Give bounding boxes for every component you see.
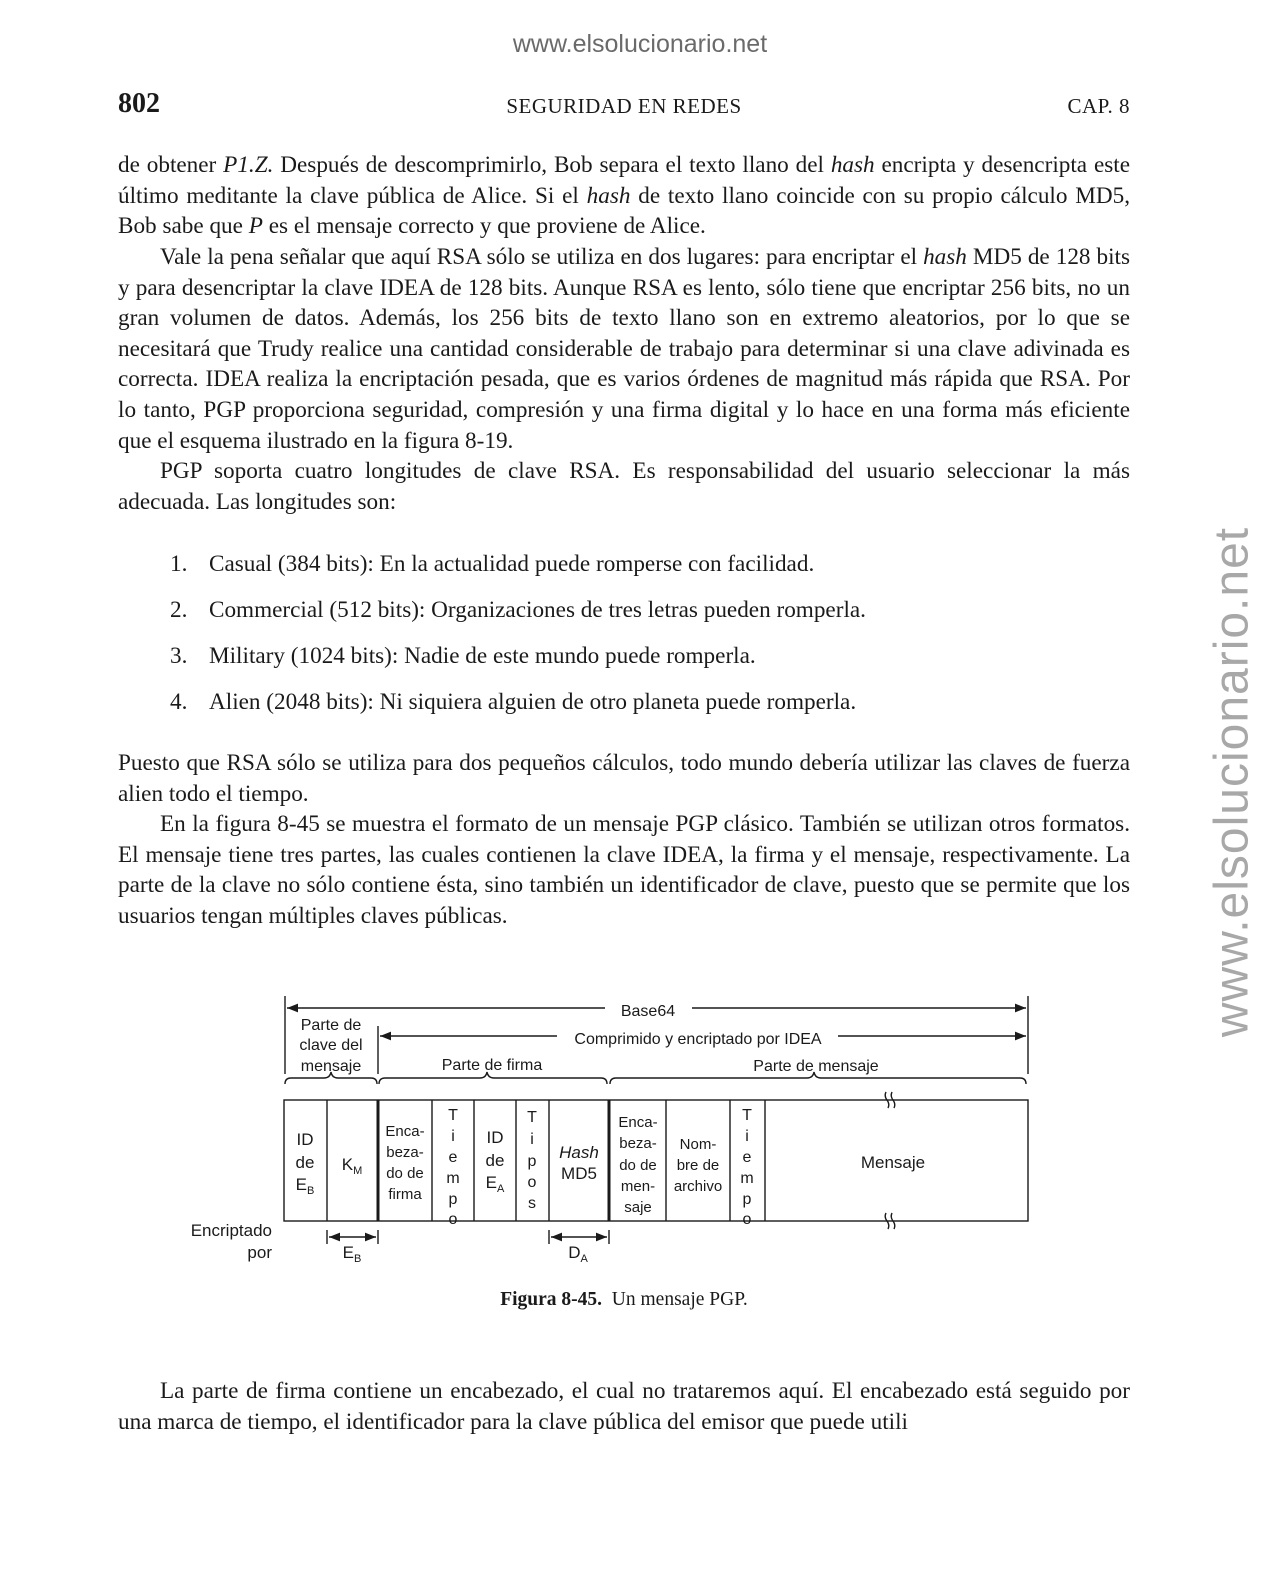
svg-text:MD5: MD5	[561, 1164, 597, 1183]
encrypted-eb-label: $E_B$	[342, 1243, 362, 1265]
svg-text:por: por	[247, 1243, 272, 1262]
paragraph-2: Vale la pena señalar que aquí RSA sólo se utiliza en dos lugares: para encriptar el hash MD5 de 128 bits y para desencriptar la clave IDEA de 128 bits. Aunque RSA es lento, sólo tiene que encriptar 256 bits, no un gran volumen de datos. Además, los 256 bits de texto llano son en extremo aleatorios, por lo que se necesitará que Trudy realice una cantidad considerable de trabajo para determinar si una clave adivinada es correcta. IDEA realiza la encriptación pesada, que es varios órdenes de magnitud más rápida que RSA. Por lo tanto, PGP proporciona seguridad, compresión y una firma digital y lo hace en una forma más eficiente que el esquema ilustrado en la figura 8-19.	[118, 244, 1131, 454]
list-item: 3. Military (1024 bits): Nadie de este mundo puede romperla.	[170, 643, 756, 669]
svg-text:s: s	[528, 1195, 536, 1212]
svg-text:mensaje: mensaje	[300, 1058, 362, 1075]
svg-text:men-: men-	[620, 1178, 656, 1195]
field-timestamp-2	[740, 1107, 753, 1228]
page-header	[118, 88, 1130, 122]
svg-text:beza-: beza-	[386, 1144, 424, 1161]
svg-text:EA: $E_A$	[485, 1173, 505, 1195]
svg-text:Encriptado: Encriptado	[190, 1221, 272, 1240]
svg-text:T: T	[527, 1109, 537, 1126]
field-timestamp-1	[446, 1107, 459, 1228]
running-title: SEGURIDAD EN REDES	[506, 94, 742, 118]
svg-text:m: m	[446, 1170, 460, 1187]
message-part-label: Parte de mensaje	[753, 1058, 879, 1075]
svg-text:archivo: archivo	[673, 1178, 723, 1195]
list-item: 1. Casual (384 bits): En la actualidad puede romperse con facilidad.	[170, 551, 815, 577]
svg-text:saje: saje	[624, 1199, 652, 1216]
paragraph-4: Puesto que RSA sólo se utiliza para dos pequeños cálculos, todo mundo debería utilizar las claves de fuerza alien todo el tiempo.	[118, 750, 1130, 807]
svg-text:EB: $E_B$	[295, 1175, 315, 1197]
list-item: 2. Commercial (512 bits): Organizaciones de tres letras pueden romperla.	[170, 597, 866, 623]
svg-text:o: o	[527, 1174, 537, 1191]
svg-text:Hash: Hash	[559, 1143, 599, 1162]
svg-text:de: de	[485, 1151, 505, 1170]
svg-text:bre de: bre de	[676, 1157, 720, 1174]
list-item: 4. Alien (2048 bits): Ni siquiera alguien de otro planeta puede romperla.	[170, 689, 857, 715]
field-km: $K_M$	[341, 1155, 363, 1177]
field-signature-header	[385, 1123, 424, 1203]
svg-text:firma: firma	[388, 1186, 422, 1203]
field-hash-md5	[559, 1143, 599, 1183]
svg-text:ID: ID	[296, 1130, 314, 1149]
field-id-eb	[296, 1130, 315, 1197]
svg-text:do de: do de	[386, 1165, 424, 1182]
svg-text:ID: ID	[486, 1128, 504, 1147]
watermark-side: www.elsolucionario.net	[1205, 526, 1259, 1038]
svg-text:Enca-: Enca-	[618, 1114, 658, 1131]
signature-part-label: Parte de firma	[441, 1057, 543, 1074]
chapter-label: CAP. 8	[1067, 94, 1130, 118]
field-id-ea	[486, 1128, 505, 1195]
svg-text:Parte de: Parte de	[300, 1017, 362, 1034]
svg-text:i: i	[530, 1131, 534, 1148]
svg-text:e: e	[742, 1149, 752, 1166]
figure-caption: Figura 8-45. Un mensaje PGP.	[500, 1289, 748, 1310]
field-message-header	[618, 1114, 657, 1216]
svg-text:i: i	[745, 1128, 749, 1145]
encrypted-da-label: $D_A$	[568, 1243, 588, 1265]
svg-text:p: p	[527, 1153, 537, 1170]
encrypted-by-label	[191, 1221, 273, 1262]
svg-text:T: T	[448, 1107, 458, 1124]
paragraph-6: La parte de firma contiene un encabezado, el cual no trataremos aquí. El encabezado está seguido por una marca de tiempo, el identificador para la clave pública del emisor que puede utili	[118, 1378, 1130, 1435]
svg-text:o: o	[448, 1211, 458, 1228]
svg-text:m: m	[740, 1170, 754, 1187]
compressed-label: Comprimido y encriptado por IDEA	[574, 1031, 822, 1048]
paragraph-3: PGP soporta cuatro longitudes de clave RSA. Es responsabilidad del usuario seleccionar la más adecuada. Las longitudes son:	[118, 458, 1130, 515]
key-part-label	[299, 1017, 362, 1075]
svg-text:i: i	[451, 1128, 455, 1145]
base64-label: Base64	[620, 1003, 676, 1020]
page-number: 802	[118, 88, 160, 119]
svg-text:do de: do de	[619, 1157, 657, 1174]
svg-text:o: o	[742, 1211, 752, 1228]
field-types	[527, 1109, 537, 1212]
svg-text:Enca-: Enca-	[385, 1123, 425, 1140]
svg-text:p: p	[448, 1191, 458, 1208]
paragraph-5: En la figura 8-45 se muestra el formato de un mensaje PGP clásico. También se utilizan otros formatos. El mensaje tiene tres partes, las cuales contienen la clave IDEA, la firma y el mensaje, respectivamente. La parte de la clave no sólo contiene ésta, sino también un identificador de clave, puesto que se permite que los usuarios tengan múltiples claves públicas.	[118, 811, 1130, 929]
field-message: Mensaje	[860, 1153, 926, 1172]
watermark-top: www.elsolucionario.net	[512, 30, 768, 58]
svg-text:de: de	[295, 1153, 315, 1172]
svg-text:T: T	[742, 1107, 752, 1124]
svg-text:Nom-: Nom-	[679, 1136, 717, 1153]
svg-text:beza-: beza-	[619, 1135, 657, 1152]
field-file-name	[674, 1136, 722, 1195]
svg-text:e: e	[448, 1149, 458, 1166]
svg-text:p: p	[742, 1191, 752, 1208]
svg-text:clave del: clave del	[299, 1037, 363, 1054]
pgp-message-figure	[170, 990, 1050, 1270]
paragraph-1: de obtener P1.Z. Después de descomprimirlo, Bob separa el texto llano del hash encripta y desencripta este último meditante la clave pública de Alice. Si el hash de texto llano coincide con su propio cálculo MD5, Bob sabe que P es el mensaje correcto y que proviene de Alice.	[118, 152, 1131, 240]
